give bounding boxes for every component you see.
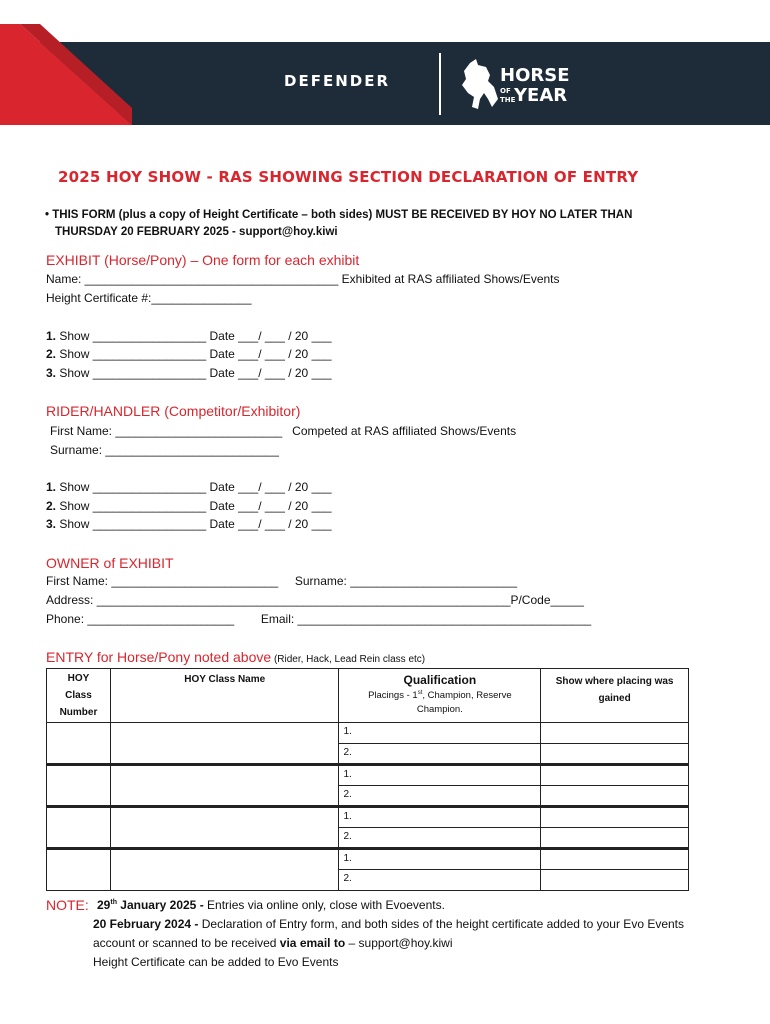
show-cell[interactable] [541, 828, 689, 849]
placing-cell[interactable]: 1. [339, 765, 541, 786]
note-line-1: 29th January 2025 - Entries via online only, close with Evoevents. [97, 898, 445, 912]
show-cell[interactable] [541, 849, 689, 870]
col-class-name: HOY Class Name [110, 669, 339, 723]
table-row [47, 765, 689, 786]
logo-divider [439, 53, 441, 115]
placing-cell[interactable]: 2. [339, 786, 541, 807]
exhibit-heading: EXHIBIT (Horse/Pony) – One form for each exhibit [46, 252, 360, 268]
horse-of-the-year-logo [460, 57, 570, 112]
rider-show-2[interactable]: 2. Show _________________ Date ___/ ___ / 20 ___ [46, 499, 332, 513]
entry-table [46, 668, 689, 891]
show-cell[interactable] [541, 786, 689, 807]
col-qualification: Qualification Placings - 1st, Champion, Reserve Champion. [339, 669, 541, 723]
logo-text-horse: HORSE [500, 65, 570, 86]
placing-cell[interactable]: 1. [339, 723, 541, 744]
exhibit-name-field[interactable]: Name: ______________________________________ Exhibited at RAS affiliated Shows/Events [46, 272, 560, 286]
note-line-4: Height Certificate can be added to Evo Events [93, 955, 339, 969]
exhibit-show-1[interactable]: 1. Show _________________ Date ___/ ___ / 20 ___ [46, 329, 332, 343]
horse-icon [460, 59, 500, 111]
class-number-cell[interactable] [47, 849, 111, 891]
col-class-number: HOY Class Number [47, 669, 111, 723]
note-line-2: 20 February 2024 - Declaration of Entry form, and both sides of the height certificate added to your Evo Events [93, 917, 685, 931]
placing-cell[interactable]: 2. [339, 744, 541, 765]
class-name-cell[interactable] [110, 723, 339, 765]
notice-line-1: THIS FORM (plus a copy of Height Certificate – both sides) MUST BE RECEIVED BY HOY NO LATER THAN [52, 209, 633, 221]
show-cell[interactable] [541, 765, 689, 786]
placing-cell[interactable]: 1. [339, 849, 541, 870]
show-cell[interactable] [541, 744, 689, 765]
rider-first-name-field[interactable]: First Name: _________________________ Competed at RAS affiliated Shows/Events [50, 424, 517, 438]
header-banner [0, 0, 770, 125]
owner-name-field[interactable]: First Name: _________________________ Surname: _________________________ [46, 574, 518, 588]
exhibit-show-3[interactable]: 3. Show _________________ Date ___/ ___ / 20 ___ [46, 366, 332, 380]
class-number-cell[interactable] [47, 765, 111, 807]
class-number-cell[interactable] [47, 807, 111, 849]
table-row [47, 723, 689, 744]
class-name-cell[interactable] [110, 765, 339, 807]
table-row [47, 807, 689, 828]
class-number-cell[interactable] [47, 723, 111, 765]
owner-phone-email-field[interactable]: Phone: ______________________ Email: ____________________________________________ [46, 612, 592, 626]
entry-table-header [47, 669, 689, 723]
owner-heading: OWNER of EXHIBIT [46, 555, 174, 571]
rider-show-1[interactable]: 1. Show _________________ Date ___/ ___ / 20 ___ [46, 480, 332, 494]
placing-cell[interactable]: 2. [339, 828, 541, 849]
show-cell[interactable] [541, 807, 689, 828]
deadline-notice [45, 207, 632, 241]
table-row [47, 849, 689, 870]
placing-cell[interactable]: 1. [339, 807, 541, 828]
red-corner-stripe [0, 0, 132, 125]
logo-text-the: THE [500, 96, 516, 104]
height-certificate-field[interactable]: Height Certificate #:_______________ [46, 291, 252, 305]
class-name-cell[interactable] [110, 807, 339, 849]
show-cell[interactable] [541, 723, 689, 744]
entry-heading-note: (Rider, Hack, Lead Rein class etc) [271, 654, 426, 665]
owner-address-field[interactable]: Address: ______________________________________________________________P/Code_____ [46, 593, 584, 607]
entry-heading: ENTRY for Horse/Pony noted above (Rider, Hack, Lead Rein class etc) [46, 649, 426, 665]
placing-cell[interactable]: 2. [339, 870, 541, 891]
col-show-placing: Show where placing was gained [541, 669, 689, 723]
bullet-icon: • [45, 209, 53, 221]
note-label: NOTE: [46, 897, 89, 913]
class-name-cell[interactable] [110, 849, 339, 891]
show-cell[interactable] [541, 870, 689, 891]
logo-text-of: OF [500, 87, 511, 95]
page-title: 2025 HOY SHOW - RAS SHOWING SECTION DECLARATION OF ENTRY [58, 168, 639, 186]
note-line-3: account or scanned to be received via email to – support@hoy.kiwi [93, 936, 453, 950]
logo-text-year: YEAR [514, 85, 568, 106]
rider-show-3[interactable]: 3. Show _________________ Date ___/ ___ / 20 ___ [46, 517, 332, 531]
rider-heading: RIDER/HANDLER (Competitor/Exhibitor) [46, 403, 301, 419]
rider-surname-field[interactable]: Surname: __________________________ [50, 443, 279, 457]
exhibit-show-2[interactable]: 2. Show _________________ Date ___/ ___ / 20 ___ [46, 347, 332, 361]
defender-logo: DEFENDER [284, 72, 390, 90]
notice-line-2: THURSDAY 20 FEBRUARY 2025 - support@hoy.kiwi [55, 226, 338, 238]
